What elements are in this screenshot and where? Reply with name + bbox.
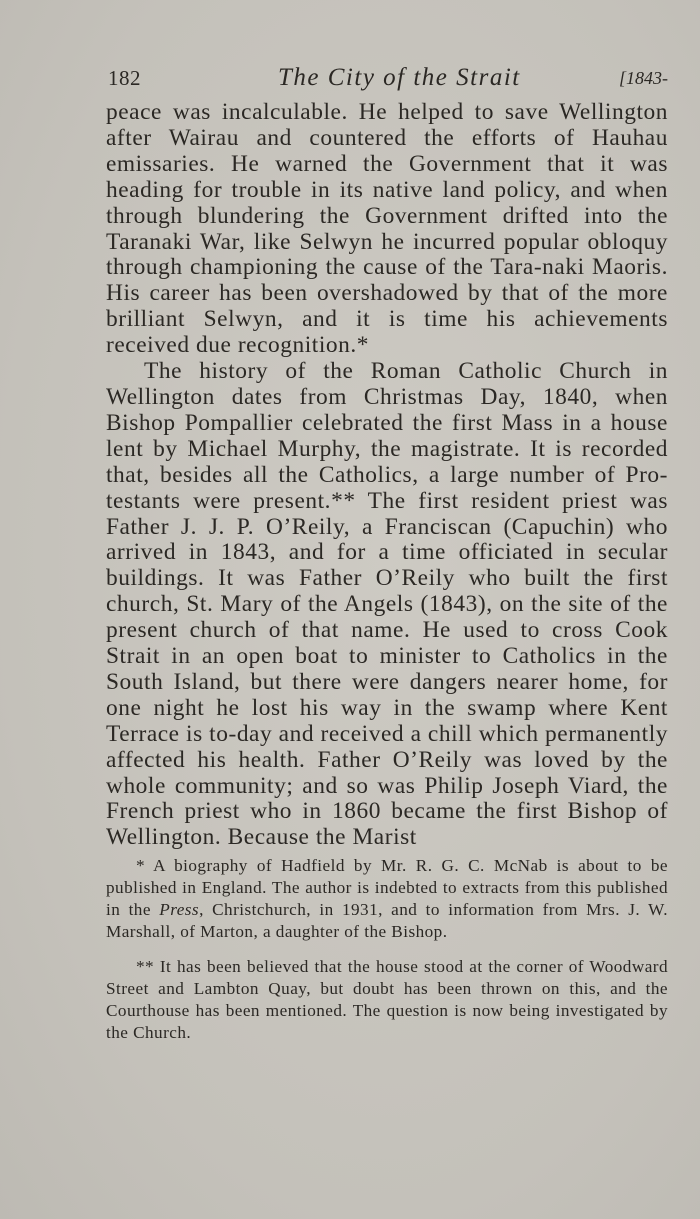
running-title: The City of the Strait xyxy=(278,64,521,91)
footnote-hadfield xyxy=(106,855,668,943)
footnote-text: , Christchurch, in 1931, and to information from Mrs. J. W. Marshall, of Marton, a daughter of the Bishop. xyxy=(106,900,668,941)
page-header xyxy=(108,64,668,96)
body-paragraph: The history of the Roman Catholic Church in Wellington dates from Christmas Day, 1840, when Bishop Pompallier celebrated the first Mass in a house lent by Michael Murphy, the magistrate. It is recorded that, besides all the Catholics, a large number of Pro-testants were present.** The first resident priest was Father J. J. P. O’Reily, a Franciscan (Capuchin) who arrived in 1843, and for a time officiated in secular buildings. It was Father O’Reily who built the first church, St. Mary of the Angels (1843), on the site of the present church of that name. He used to cross Cook Strait in an open boat to minister to Catholics in the South Island, but there were dangers nearer home, for one night he lost his way in the swamp where Kent Terrace is to-day and received a chill which permanently affected his health. Father O’Reily was loved by the whole community; and so was Philip Joseph Viard, the French priest who in 1860 became the first Bishop of Wellington. Because the Marist xyxy=(106,358,668,851)
footnote-text: * A biography of Hadfield by Mr. R. G. C. McNab is about to be published in England. The author is indebted to extracts from this published in the xyxy=(106,856,668,919)
body-paragraph: peace was incalculable. He helped to save Wellington after Wairau and countered the efforts of Hauhau emissaries. He warned the Government that it was heading for trouble in its native land policy, and when through blundering the Government drifted into the Taranaki War, like Selwyn he incurred popular obloquy through championing the cause of the Tara-naki Maoris. His career has been overshadowed by that of the more brilliant Selwyn, and it is time his achievements received due recognition.* xyxy=(106,99,668,359)
footnote-newspaper-name: Press xyxy=(159,900,200,919)
footnotes xyxy=(106,855,668,1044)
page-number: 182 xyxy=(108,66,141,90)
footnote-house-location: ** It has been believed that the house stood at the corner of Woodward Street and Lambton Quay, but doubt has been thrown on this, and the Courthouse has been mentioned. The question is now being investigated by the Church. xyxy=(106,957,668,1042)
running-date: [1843- xyxy=(619,68,668,88)
body-text xyxy=(106,100,668,851)
